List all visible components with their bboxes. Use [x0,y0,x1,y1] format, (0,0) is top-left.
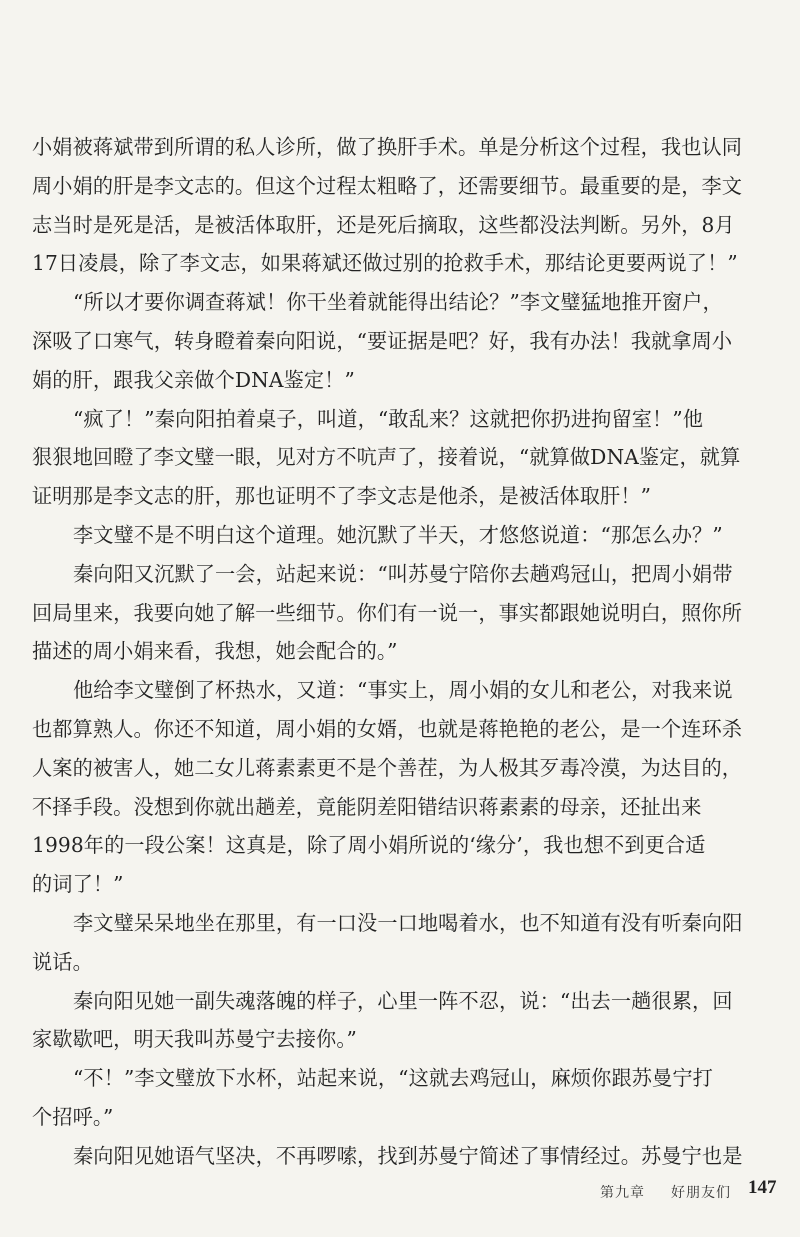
text-line: 秦向阳见她语气坚决，不再啰嗦，找到苏曼宁简述了事情经过。苏曼宁也是 [73,1143,743,1168]
text-line: 娟的肝，跟我父亲做个DNA鉴定！” [32,367,355,392]
text-line: 回局里来，我要向她了解一些细节。你们有一说一，事实都跟她说明白，照你所 [32,600,743,625]
text-line: “疯了！”秦向阳拍着桌子，叫道，“敢乱来？这就把你扔进拘留室！”他 [73,406,704,431]
text-line: 周小娟的肝是李文志的。但这个过程太粗略了，还需要细节。最重要的是，李文 [32,173,743,198]
text-line: 描述的周小娟来看，我想，她会配合的。” [32,639,398,664]
text-line: 秦向阳见她一副失魂落魄的样子，心里一阵不忍，说：“出去一趟很累，回 [73,988,733,1013]
text-line: “所以才要你调查蒋斌！你干坐着就能得出结论？”李文璧猛地推开窗户， [73,290,723,315]
text-line: 李文璧呆呆地坐在那里，有一口没一口地喝着水，也不知道有没有听秦向阳 [73,910,743,935]
text-line: 的词了！” [32,872,124,897]
text-line: “不！”李文璧放下水杯，站起来说，“这就去鸡冠山，麻烦你跟苏曼宁打 [73,1066,713,1091]
text-line: 人案的被害人，她二女儿蒋素素更不是个善茬，为人极其歹毒冷漠，为达目的， [32,755,743,780]
text-line: 小娟被蒋斌带到所谓的私人诊所，做了换肝手术。单是分析这个过程，我也认同 [32,135,743,159]
text-line: 17日凌晨，除了李文志，如果蒋斌还做过别的抢救手术，那结论更要两说了！” [32,251,738,276]
text-line: 深吸了口寒气，转身瞪着秦向阳说，“要证据是吧？好，我有办法！我就拿周小 [32,328,733,353]
page-footer [600,1177,790,1205]
page-number: 147 [748,1177,777,1198]
text-line: 狠狠地回瞪了李文璧一眼，见对方不吭声了，接着说，“就算做DNA鉴定，就算 [32,445,741,470]
text-line: 秦向阳又沉默了一会，站起来说：“叫苏曼宁陪你去趟鸡冠山，把周小娟带 [73,561,733,586]
text-line: 李文璧不是不明白这个道理。她沉默了半天，才悠悠说道：“那怎么办？” [73,522,723,547]
section-title: 好朋友们 [671,1185,731,1201]
text-line: 说话。 [32,949,93,974]
body-text [32,128,772,1176]
text-line: 1998年的一段公案！这真是，除了周小娟所说的‘缘分’，我也想不到更合适 [32,833,706,858]
text-line: 家歇歇吧，明天我叫苏曼宁去接你。” [32,1027,357,1052]
text-line: 志当时是死是活，是被活体取肝，还是死后摘取，这些都没法判断。另外，8月 [32,212,735,237]
text-line: 证明那是李文志的肝，那也证明不了李文志是他杀，是被活体取肝！” [32,484,652,509]
text-line: 不择手段。没想到你就出趟差，竟能阴差阳错结识蒋素素的母亲，还扯出来 [32,794,702,819]
chapter-label: 第九章 [600,1185,645,1201]
text-line: 个招呼。” [32,1104,114,1129]
text-line: 也都算熟人。你还不知道，周小娟的女婿，也就是蒋艳艳的老公，是一个连环杀 [32,716,743,741]
text-line: 他给李文璧倒了杯热水，又道：“事实上，周小娟的女儿和老公，对我来说 [73,678,733,703]
